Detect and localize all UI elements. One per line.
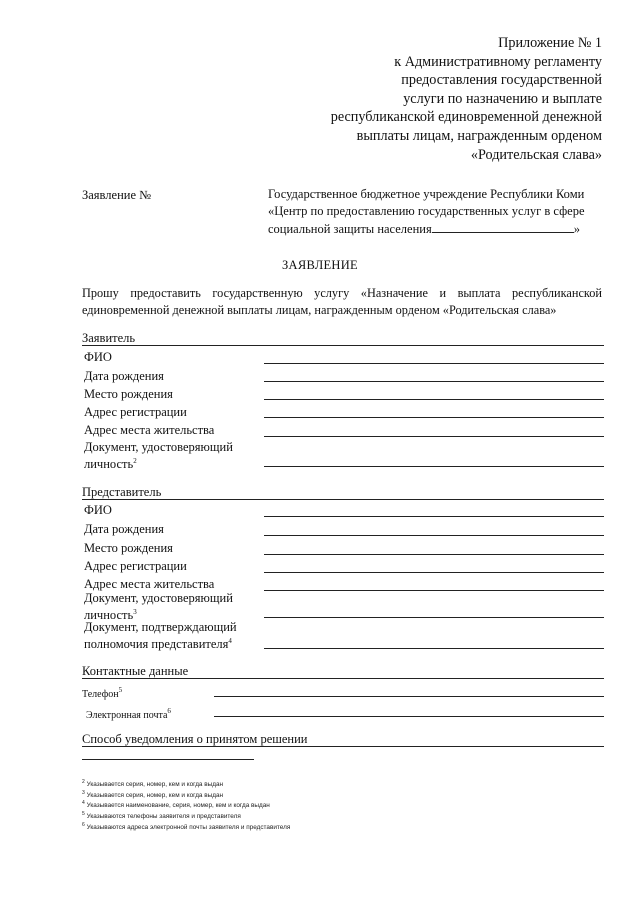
org-line-end: » [573, 222, 580, 236]
applicant-residence-field[interactable] [264, 436, 604, 437]
email-field[interactable] [214, 716, 604, 717]
applicant-fio-label: ФИО [84, 350, 112, 364]
organization-block [268, 186, 585, 238]
footnote-number: 2 [82, 779, 85, 785]
applicant-fio-field[interactable] [264, 363, 604, 364]
org-line-text: социальной защиты населения [268, 222, 432, 236]
representative-reg-address-label: Адрес регистрации [84, 559, 187, 573]
representative-heading: Представитель [82, 485, 162, 499]
applicant-birth-place-field[interactable] [264, 399, 604, 400]
appendix-line: предоставления государственной [401, 72, 602, 89]
email-label-text: Электронная почта [86, 710, 168, 721]
phone-label-text: Телефон [82, 689, 119, 700]
footnote [82, 811, 241, 820]
representative-id-doc-label-line1: Документ, удостоверяющий [84, 591, 233, 605]
appendix-line: выплаты лицам, награжденным орденом [356, 127, 602, 144]
footnote-number: 6 [82, 822, 85, 828]
representative-residence-label: Адрес места жительства [84, 577, 215, 591]
footnote-text: Указывается наименование, серия, номер, кем и когда выдан [86, 802, 270, 809]
representative-fio-label: ФИО [84, 503, 112, 517]
representative-id-doc-label [84, 591, 233, 622]
request-paragraph: Прошу предоставить государственную услугу «Назначение и выплата республиканской единовременной денежной выплаты лицам, награжденным орденом «Родительская слава» [82, 286, 602, 317]
org-branch-field[interactable] [432, 220, 574, 233]
applicant-id-doc-label-line1: Документ, удостоверяющий [84, 440, 233, 454]
applicant-reg-address-field[interactable] [264, 417, 604, 418]
footnote [82, 800, 270, 809]
representative-birth-date-label: Дата рождения [84, 522, 164, 536]
footnote [82, 790, 223, 799]
document-title: ЗАЯВЛЕНИЕ [282, 258, 358, 272]
footnote-ref: 2 [133, 457, 137, 465]
org-line: «Центр по предоставлению государственных услуг в сфере [268, 204, 585, 218]
appendix-header [331, 34, 602, 164]
representative-authority-doc-word: полномочия представителя [84, 637, 229, 651]
applicant-heading: Заявитель [82, 331, 136, 345]
contacts-heading: Контактные данные [82, 664, 189, 678]
representative-fio-field[interactable] [264, 516, 604, 517]
applicant-reg-address-label: Адрес регистрации [84, 405, 187, 419]
phone-label [82, 683, 122, 702]
org-line: Государственное бюджетное учреждение Республики Коми [268, 187, 585, 201]
applicant-id-doc-field[interactable] [264, 466, 604, 467]
appendix-line: услуги по назначению и выплате [403, 90, 602, 107]
footnote-ref: 4 [228, 637, 232, 645]
applicant-id-doc-label [84, 440, 233, 471]
footnote-text: Указывается серия, номер, кем и когда выдан [86, 792, 224, 799]
representative-birth-date-field[interactable] [264, 535, 604, 536]
representative-id-doc-word: личность [84, 608, 134, 622]
representative-id-doc-field[interactable] [264, 617, 604, 618]
notification-section-divider [82, 746, 604, 747]
footnote [82, 779, 223, 788]
representative-reg-address-field[interactable] [264, 572, 604, 573]
footnote-text: Указываются телефоны заявителя и представителя [86, 813, 241, 820]
appendix-line: Приложение № 1 [498, 35, 602, 51]
applicant-birth-place-label: Место рождения [84, 387, 173, 401]
representative-authority-doc-field[interactable] [264, 648, 604, 649]
footnote-number: 3 [82, 790, 85, 796]
footnote [82, 822, 290, 831]
footnote-ref: 3 [133, 608, 137, 616]
footnote-number: 5 [82, 811, 85, 817]
appendix-line: «Родительская слава» [470, 146, 602, 163]
representative-authority-doc-label [84, 620, 237, 651]
applicant-birth-date-label: Дата рождения [84, 369, 164, 383]
applicant-id-doc-label-line2 [84, 454, 233, 471]
applicant-section-divider [82, 345, 604, 346]
appendix-line: к Административному регламенту [394, 53, 602, 70]
representative-authority-doc-label-line1: Документ, подтверждающий [84, 620, 237, 634]
footnote-number: 4 [82, 800, 85, 806]
application-number-label: Заявление № [82, 188, 152, 202]
footnote-text: Указывается серия, номер, кем и когда выдан [86, 781, 224, 788]
org-line [268, 220, 585, 238]
applicant-birth-date-field[interactable] [264, 381, 604, 382]
email-label [86, 704, 171, 723]
footnote-text: Указываются адреса электронной почты заявителя и представителя [86, 824, 291, 831]
phone-field[interactable] [214, 696, 604, 697]
representative-authority-doc-label-line2 [84, 634, 237, 651]
representative-birth-place-field[interactable] [264, 554, 604, 555]
appendix-line: республиканской единовременной денежной [330, 109, 602, 126]
footnote-ref: 6 [167, 707, 171, 715]
footnote-ref: 5 [118, 686, 123, 694]
footnote-separator [82, 759, 254, 760]
applicant-id-doc-word: личность [84, 457, 134, 471]
representative-section-divider [82, 499, 604, 500]
representative-birth-place-label: Место рождения [84, 541, 173, 555]
notification-heading: Способ уведомления о принятом решении [82, 732, 308, 746]
contacts-section-divider [82, 678, 604, 679]
representative-residence-field[interactable] [264, 590, 604, 591]
applicant-residence-label: Адрес места жительства [84, 423, 215, 437]
